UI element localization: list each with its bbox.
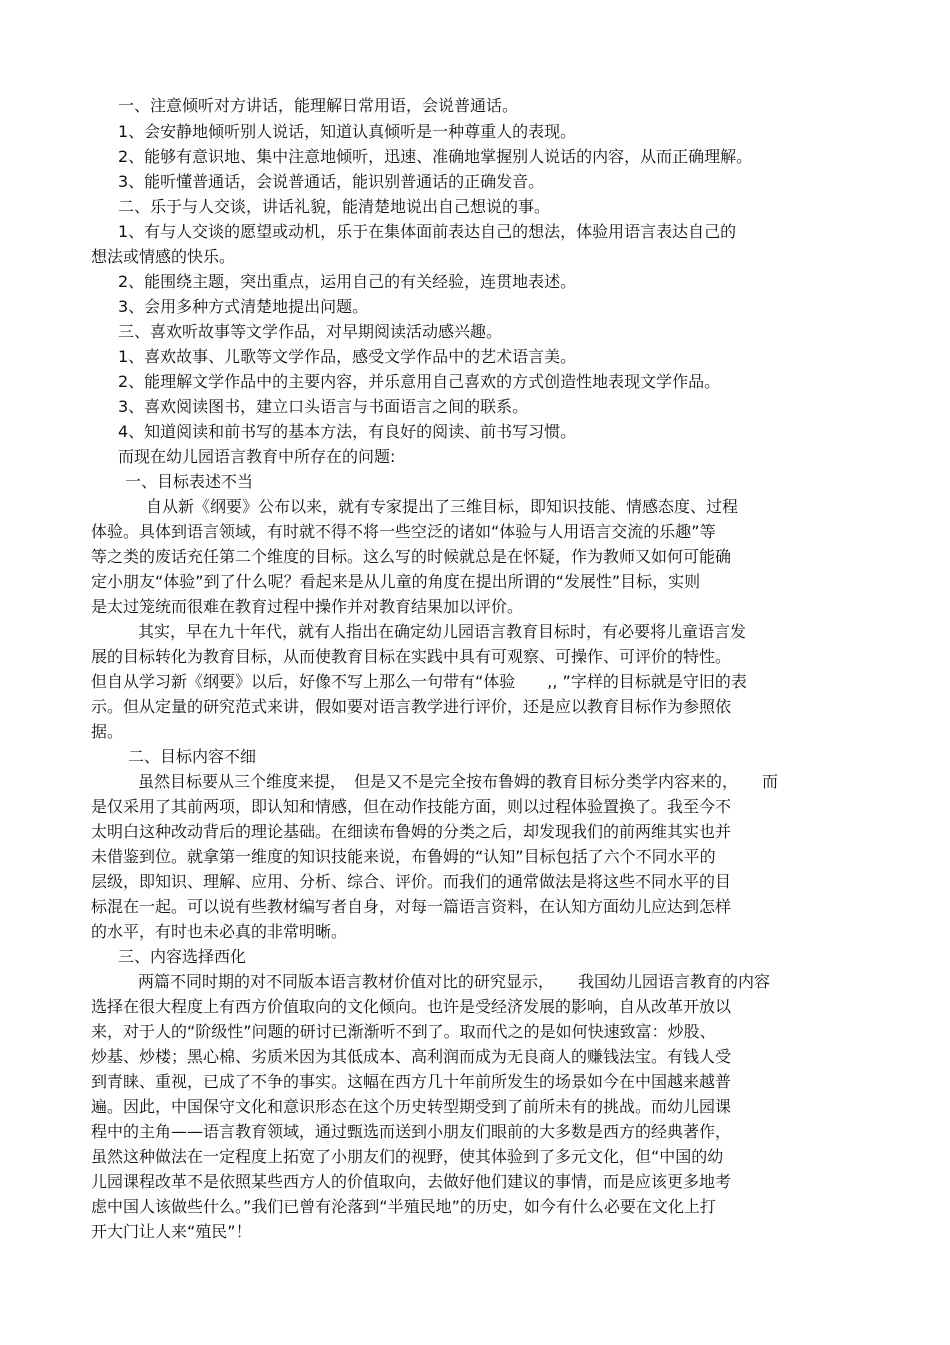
- text-line: 1、喜欢故事、儿歌等文学作品，感受文学作品中的艺术语言美。: [118, 347, 577, 366]
- text-line: 太明白这种改动背后的理论基础。在细读布鲁姆的分类之后，却发现我们的前两维其实也并: [91, 822, 732, 841]
- text-line: 定小朋友“体验”到了什么呢？看起来是从儿童的角度在提出所谓的“发展性”目标，实则: [91, 572, 701, 591]
- text-line: 是仅采用了其前两项，即认知和情感，但在动作技能方面，则以过程体验置换了。我至今不: [91, 797, 732, 816]
- text-line: 程中的主角——语言教育领域，通过甄选而送到小朋友们眼前的大多数是西方的经典著作，: [91, 1122, 732, 1141]
- text-line: 2、能理解文学作品中的主要内容，并乐意用自己喜欢的方式创造性地表现文学作品。: [118, 372, 721, 391]
- text-line: 体验。具体到语言领域，有时就不得不将一些空泛的诸如“体验与人用语言交流的乐趣”等: [91, 522, 716, 541]
- text-line: 3、能听懂普通话，会说普通话，能识别普通话的正确发音。: [118, 172, 545, 191]
- text-line: 遍。因此，中国保守文化和意识形态在这个历史转型期受到了前所未有的挑战。而幼儿园课: [91, 1097, 732, 1116]
- text-line: 3、喜欢阅读图书，建立口头语言与书面语言之间的联系。: [118, 397, 529, 416]
- text-line: 来，对于人的“阶级性”问题的研讨已渐渐听不到了。取而代之的是如何快速致富：炒股、: [91, 1022, 716, 1041]
- text-line: 儿园课程改革不是依照某些西方人的价值取向，去做好他们建议的事情，而是应该更多地考: [91, 1172, 732, 1191]
- text-line: 等之类的废话充任第二个维度的目标。这么写的时候就总是在怀疑，作为教师又如何可能确: [91, 547, 732, 566]
- text-line: 的水平，有时也未必真的非常明晰。: [91, 922, 348, 941]
- text-line: 想法或情感的快乐。: [91, 247, 236, 266]
- section-heading-3: 三、喜欢听故事等文学作品，对早期阅读活动感兴趣。: [118, 322, 503, 341]
- text-line: 虑中国人该做些什么。”我们已曾有沦落到“半殖民地”的历史，如今有什么必要在文化上打: [91, 1197, 716, 1216]
- text-line: 层级，即知识、理解、应用、分析、综合、评价。而我们的通常做法是将这些不同水平的目: [91, 872, 732, 891]
- text-line: 选择在很大程度上有西方价值取向的文化倾向。也许是受经济发展的影响，自从改革开放以: [91, 997, 732, 1016]
- text-line: 开大门让人来“殖民”！: [91, 1222, 252, 1241]
- text-line: 是太过笼统而很难在教育过程中操作并对教育结果加以评价。: [91, 597, 524, 616]
- text-line: 示。但从定量的研究范式来讲，假如要对语言教学进行评价，还是应以教育目标作为参照依: [91, 697, 732, 716]
- problems-intro: 而现在幼儿园语言教育中所存在的问题:: [118, 447, 396, 466]
- text-line: 但自从学习新《纲要》以后，好像不写上那么一句带有“体验 ,, ”字样的目标就是守旧的表: [91, 672, 747, 691]
- text-line: 1、有与人交谈的愿望或动机，乐于在集体面前表达自己的想法，体验用语言表达自己的: [118, 222, 737, 241]
- text-line: 自从新《纲要》公布以来，就有专家提出了三维目标，即知识技能、情感态度、过程: [146, 497, 739, 516]
- text-line: 1、会安静地倾听别人说话，知道认真倾听是一种尊重人的表现。: [118, 122, 577, 141]
- text-line: 展的目标转化为教育目标，从而使教育目标在实践中具有可观察、可操作、可评价的特性。: [91, 647, 732, 666]
- text-line: 两篇不同时期的对不同版本语言教材价值对比的研究显示， 我国幼儿园语言教育的内容: [138, 972, 771, 991]
- text-line: 据。: [91, 722, 124, 741]
- section-heading-1: 一、注意倾听对方讲话，能理解日常用语，会说普通话。: [118, 96, 519, 115]
- text-line: 3、会用多种方式清楚地提出问题。: [118, 297, 369, 316]
- text-line: 到青睐、重视，已成了不争的事实。这幅在西方几十年前所发生的场景如今在中国越来越普: [91, 1072, 732, 1091]
- text-line: 其实，早在九十年代，就有人指出在确定幼儿园语言教育目标时，有必要将儿童语言发: [138, 622, 747, 641]
- problem-heading-1: 一、目标表述不当: [125, 472, 254, 491]
- text-line: 标混在一起。可以说有些教材编写者自身，对每一篇语言资料，在认知方面幼儿应达到怎样: [91, 897, 732, 916]
- text-line: 炒基、炒楼；黑心棉、劣质米因为其低成本、高利润而成为无良商人的赚钱法宝。有钱人受: [91, 1047, 732, 1066]
- text-line: 虽然目标要从三个维度来提， 但是又不是完全按布鲁姆的教育目标分类学内容来的， 而: [138, 772, 779, 791]
- text-line: 未借鉴到位。就拿第一维度的知识技能来说，布鲁姆的“认知”目标包括了六个不同水平的: [91, 847, 716, 866]
- text-line: 虽然这种做法在一定程度上拓宽了小朋友们的视野，使其体验到了多元文化，但“中国的幼: [91, 1147, 724, 1166]
- text-line: 4、知道阅读和前书写的基本方法，有良好的阅读、前书写习惯。: [118, 422, 577, 441]
- section-heading-2: 二、乐于与人交谈，讲话礼貌，能清楚地说出自己想说的事。: [118, 197, 551, 216]
- text-line: 2、能围绕主题，突出重点，运用自己的有关经验，连贯地表述。: [118, 272, 577, 291]
- text-line: 2、能够有意识地、集中注意地倾听，迅速、准确地掌握别人说话的内容，从而正确理解。: [118, 147, 753, 166]
- problem-heading-2: 二、目标内容不细: [128, 747, 257, 766]
- problem-heading-3: 三、内容选择西化: [118, 947, 247, 966]
